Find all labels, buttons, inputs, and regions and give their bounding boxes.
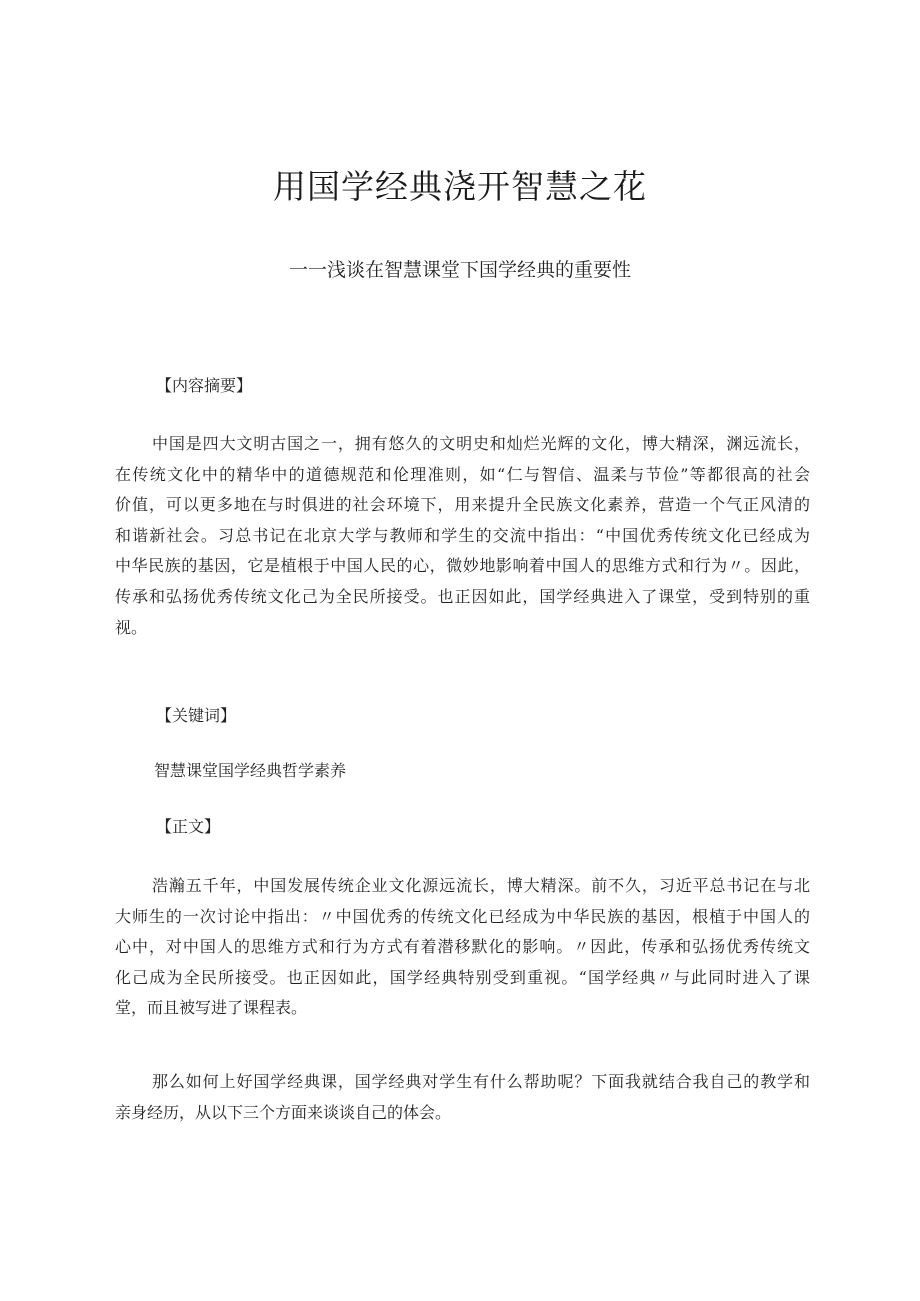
abstract-line: 传承和弘扬优秀传统文化己为全民所接受。也正因如此，国学经典进入了课堂，受到特别的重	[115, 586, 810, 606]
abstract-line: 价值，可以更多地在与时俱进的社会环境下，用来提升全民族文化素养，营造一个气正风清的	[115, 495, 810, 515]
abstract-line: 和谐新社会。习总书记在北京大学与教师和学生的交流中指出：“中国优秀传统文化已经成为	[115, 525, 810, 545]
keywords-text: 智慧课堂国学经典哲学素养	[154, 761, 347, 780]
body-line: 心中，对中国人的思维方式和行为方式有着潜移默化的影响。〃因此，传承和弘扬优秀传统文	[115, 937, 810, 957]
body-line: 那么如何上好国学经典课，国学经典对学生有什么帮助呢？下面我就结合我自己的教学和	[152, 1072, 810, 1091]
abstract-heading: 【内容摘要】	[156, 376, 253, 395]
abstract-paragraph	[115, 429, 810, 643]
keywords-heading: 【关键词】	[156, 706, 237, 725]
body-paragraph-2	[115, 1067, 810, 1128]
abstract-line: 中华民族的基因，它是植根于中国人民的心，微妙地影响着中国人的思维方式和行为〃。因此，	[115, 556, 810, 576]
body-heading: 【正文】	[156, 817, 221, 836]
body-line: 亲身经历，从以下三个方面来谈谈自己的体会。	[115, 1102, 452, 1122]
body-line: 化己成为全民所接受。也正因如此，国学经典特别受到重视。“国学经典〃与此同时进入了课	[115, 967, 810, 987]
body-line: 浩瀚五千年，中国发展传统企业文化源远流长，博大精深。前不久，习近平总书记在与北	[152, 876, 810, 895]
abstract-line: 在传统文化中的精华中的道德规范和伦理准则，如“仁与智信、温柔与节俭”等都很高的社会	[115, 464, 810, 484]
body-line: 堂，而且被写进了课程表。	[115, 998, 308, 1018]
body-line: 大师生的一次讨论中指出：〃中国优秀的传统文化已经成为中华民族的基因，根植于中国人的	[115, 906, 810, 926]
abstract-line: 视。	[115, 617, 148, 637]
document-subtitle: 一一浅谈在智慧课堂下国学经典的重要性	[288, 259, 631, 281]
abstract-line: 中国是四大文明古国之一，拥有悠久的文明史和灿烂光辉的文化，博大精深，渊远流长，	[152, 434, 810, 453]
body-paragraph-1	[115, 871, 810, 1024]
document-title: 用国学经典浇开智慧之花	[273, 167, 647, 206]
